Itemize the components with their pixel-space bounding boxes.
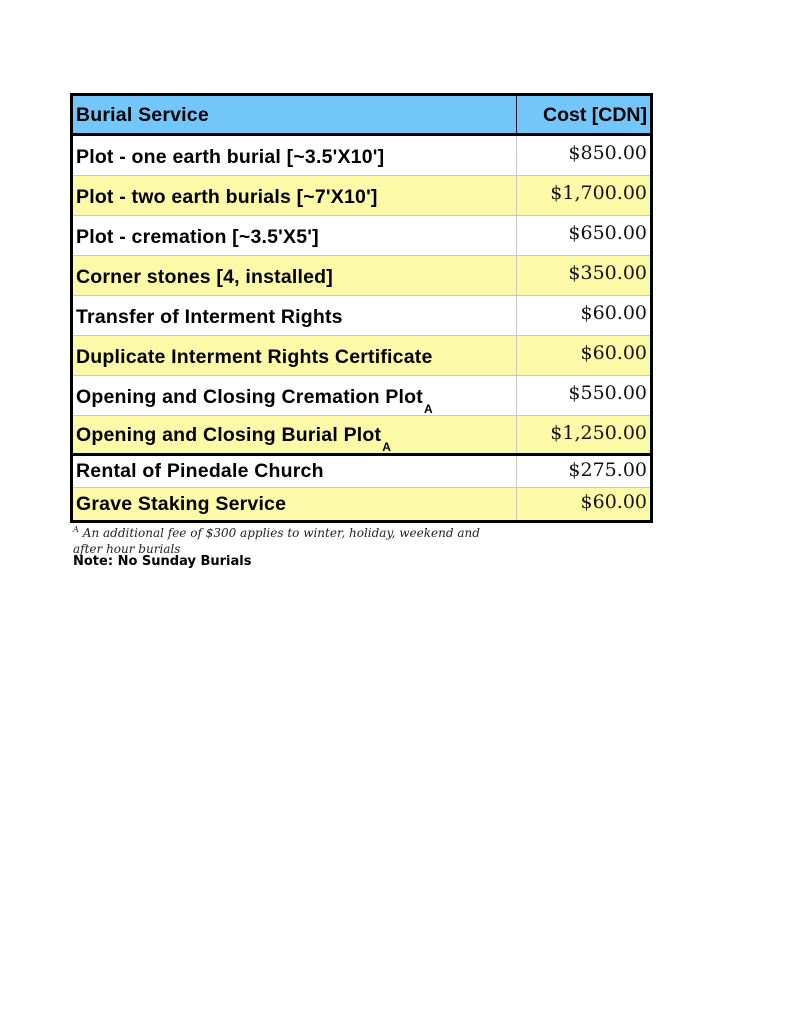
service-label: Transfer of Interment Rights (76, 306, 343, 328)
cost-cell: $275.00 (568, 459, 647, 481)
service-cell (73, 296, 517, 335)
service-label: Plot - cremation [~3.5'X5'] (76, 226, 319, 248)
service-label: Grave Staking Service (76, 493, 287, 515)
service-label: Opening and Closing Cremation Plot (76, 386, 423, 408)
service-label: Opening and Closing Burial Plot (76, 424, 382, 446)
column-header-cost: Cost [CDN] (543, 104, 647, 126)
table-row (73, 296, 650, 336)
service-cell (73, 336, 517, 375)
service-cell (73, 488, 517, 520)
cost-cell: $850.00 (568, 142, 647, 164)
table-row (73, 488, 650, 520)
service-label: Duplicate Interment Rights Certificate (76, 346, 433, 368)
service-label: Rental of Pinedale Church (76, 460, 324, 482)
cost-cell: $550.00 (568, 382, 647, 404)
table-row (73, 416, 650, 456)
cost-cell: $60.00 (580, 342, 647, 364)
table-row (73, 136, 650, 176)
sunday-note: Note: No Sunday Burials (73, 554, 252, 569)
cost-cell: $650.00 (568, 222, 647, 244)
service-cell: Opening and Closing Cremation Plot A (73, 376, 517, 415)
service-cell (73, 256, 517, 295)
footnote (73, 522, 503, 557)
table-row (73, 256, 650, 296)
table-header-row (73, 96, 650, 136)
table-row (73, 336, 650, 376)
service-label: Corner stones [4, installed] (76, 266, 333, 288)
cost-cell: $1,700.00 (550, 182, 647, 204)
table-row (73, 176, 650, 216)
table-row (73, 456, 650, 488)
service-label: Plot - two earth burials [~7'X10'] (76, 186, 378, 208)
burial-fee-table (70, 93, 653, 523)
service-cell (73, 456, 517, 487)
footnote-text: An additional fee of $300 applies to winter, holiday, weekend and after hour burials (73, 526, 480, 556)
service-cell: Opening and Closing Burial Plot A (73, 416, 517, 453)
cost-cell: $1,250.00 (550, 422, 647, 444)
table-row (73, 216, 650, 256)
cost-cell: $350.00 (568, 262, 647, 284)
cost-cell: $60.00 (580, 491, 647, 513)
service-cell (73, 136, 517, 175)
cost-cell: $60.00 (580, 302, 647, 324)
service-label: Plot - one earth burial [~3.5'X10'] (76, 146, 385, 168)
table-row (73, 376, 650, 416)
service-cell (73, 216, 517, 255)
column-header-service: Burial Service (73, 96, 517, 133)
footnote-mark: A (73, 525, 79, 534)
service-cell (73, 176, 517, 215)
